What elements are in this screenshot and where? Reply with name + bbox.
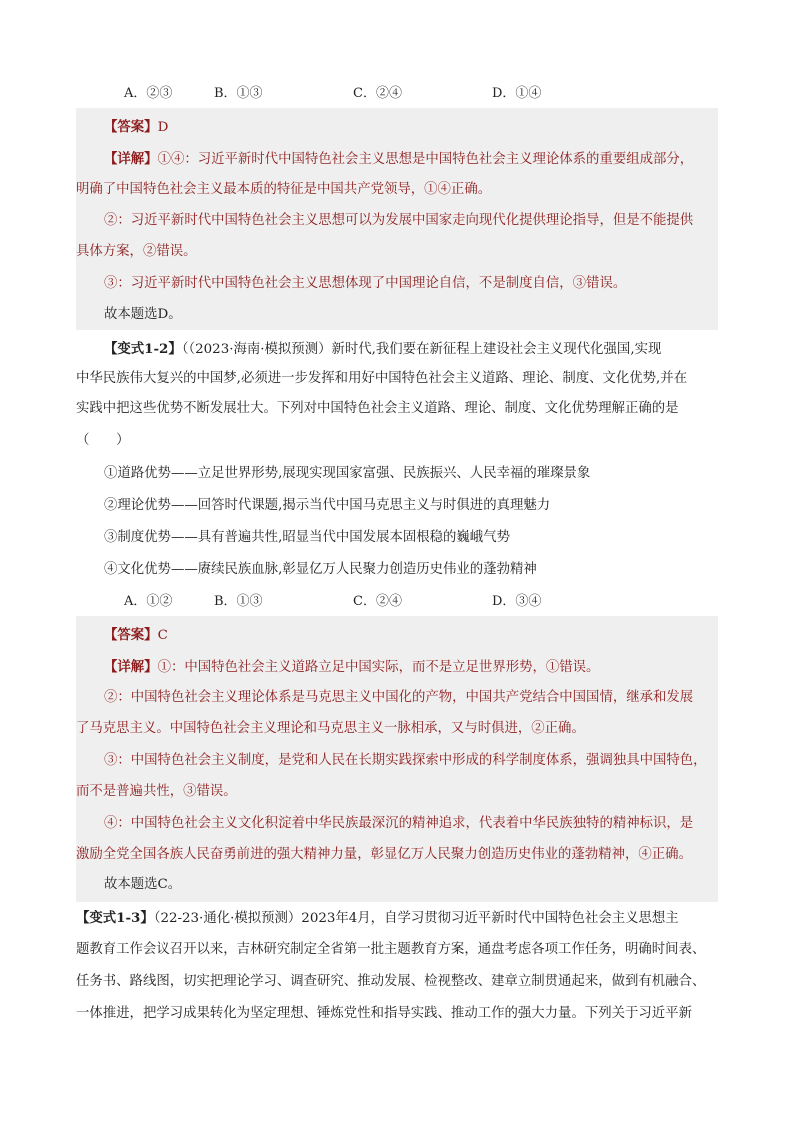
option-c[interactable]: C．②④ xyxy=(353,86,402,101)
option-a[interactable]: A．①② xyxy=(124,594,173,609)
option-b[interactable]: B．①③ xyxy=(214,594,263,609)
detail-text: 激励全党全国各族人民奋勇前进的强大精神力量，彰显亿万人民聚力创造历史伟业的蓬勃精神，④正确。 xyxy=(76,847,692,862)
option-c[interactable]: C．②④ xyxy=(353,594,402,609)
option-d[interactable]: D．③④ xyxy=(492,594,542,609)
question-text: （ ） xyxy=(76,433,130,448)
question-label: 【变式1-2】 xyxy=(104,341,182,357)
conclusion: 故本题选C。 xyxy=(104,877,182,892)
option-d[interactable]: D．①④ xyxy=(492,86,542,101)
choice-item: ②理论优势——回答时代课题,揭示当代中国马克思主义与时俱进的真理魅力 xyxy=(104,498,551,513)
answer-value: C xyxy=(157,628,168,643)
question-text: （（2023·海南·模拟预测）新时代,我们要在新征程上建设社会主义现代化强国,实现 xyxy=(181,342,662,357)
question-text: 一体推进，把学习成果转化为坚定理想、锤炼党性和指导实践、推动工作的强大力量。下列关于习近平新 xyxy=(76,1006,692,1021)
question-text: （22-23·通化·模拟预测）2023年4月，自学习贯彻习近平新时代中国特色社会主义思想主 xyxy=(153,911,679,926)
detail-text: 而不是普遍共性，③错误。 xyxy=(76,784,237,799)
question-line xyxy=(76,908,726,928)
detail-text: ④：中国特色社会主义文化积淀着中华民族最深沉的精神追求，代表着中华民族独特的精神标识，是 xyxy=(104,816,694,831)
option-b[interactable]: B．①③ xyxy=(214,86,263,101)
detail-text: ②：中国特色社会主义理论体系是马克思主义中国化的产物，中国共产党结合中国国情，继承和发展 xyxy=(104,690,694,705)
answer-block-1 xyxy=(76,108,718,330)
detail-text: ①④：习近平新时代中国特色社会主义思想是中国特色社会主义理论体系的重要组成部分， xyxy=(157,152,694,167)
answer-line xyxy=(104,117,168,137)
question-text: 中华民族伟大复兴的中国梦,必须进一步发挥和用好中国特色社会主义道路、理论、制度、文化优势,并在 xyxy=(76,371,688,386)
question-text: 实践中把这些优势不断发展壮大。下列对中国特色社会主义道路、理论、制度、文化优势理解正确的是 xyxy=(76,401,679,416)
detail-text: ①：中国特色社会主义道路立足中国实际，而不是立足世界形势，①错误。 xyxy=(157,660,600,675)
answer-value: D xyxy=(157,120,169,135)
answer-label: 【答案】 xyxy=(104,119,158,135)
detail-line xyxy=(104,149,693,169)
question-line xyxy=(76,339,726,359)
choice-item: ①道路优势——立足世界形势,展现实现国家富强、民族振兴、人民幸福的璀璨景象 xyxy=(104,466,591,481)
conclusion: 故本题选D。 xyxy=(104,307,182,322)
detail-text: ③：习近平新时代中国特色社会主义思想体现了中国理论自信，不是制度自信，③错误。 xyxy=(104,276,627,291)
answer-label: 【答案】 xyxy=(104,627,158,643)
option-a[interactable]: A．②③ xyxy=(124,86,173,101)
question-label: 【变式1-3】 xyxy=(76,910,154,926)
detail-text: 具体方案，②错误。 xyxy=(76,244,197,259)
detail-text: 明确了中国特色社会主义最本质的特征是中国共产党领导，①④正确。 xyxy=(76,182,492,197)
detail-text: ③：中国特色社会主义制度，是党和人民在长期实践探索中形成的科学制度体系，强调独具中国特色， xyxy=(104,753,707,768)
answer-block-2 xyxy=(76,616,718,902)
question-text: 任务书、路线图，切实把理论学习、调查研究、推动发展、检视整改、建章立制贯通起来，做到有机融合、 xyxy=(76,974,706,989)
question-text: 题教育工作会议召开以来，吉林研究制定全省第一批主题教育方案，通盘考虑各项工作任务，明确时间表、 xyxy=(76,942,706,957)
detail-text: ②：习近平新时代中国特色社会主义思想可以为发展中国家走向现代化提供理论指导，但是不能提供 xyxy=(104,213,694,228)
detail-label: 【详解】 xyxy=(104,659,158,675)
detail-line xyxy=(104,657,599,677)
choice-item: ④文化优势——赓续民族血脉,彰显亿万人民聚力创造历史伟业的蓬勃精神 xyxy=(104,562,537,577)
choice-item: ③制度优势——具有普遍共性,昭显当代中国发展本固根稳的巍峨气势 xyxy=(104,530,510,545)
detail-text: 了马克思主义。中国特色社会主义理论和马克思主义一脉相承，又与时俱进，②正确。 xyxy=(76,721,585,736)
answer-line xyxy=(104,625,168,645)
detail-label: 【详解】 xyxy=(104,151,158,167)
